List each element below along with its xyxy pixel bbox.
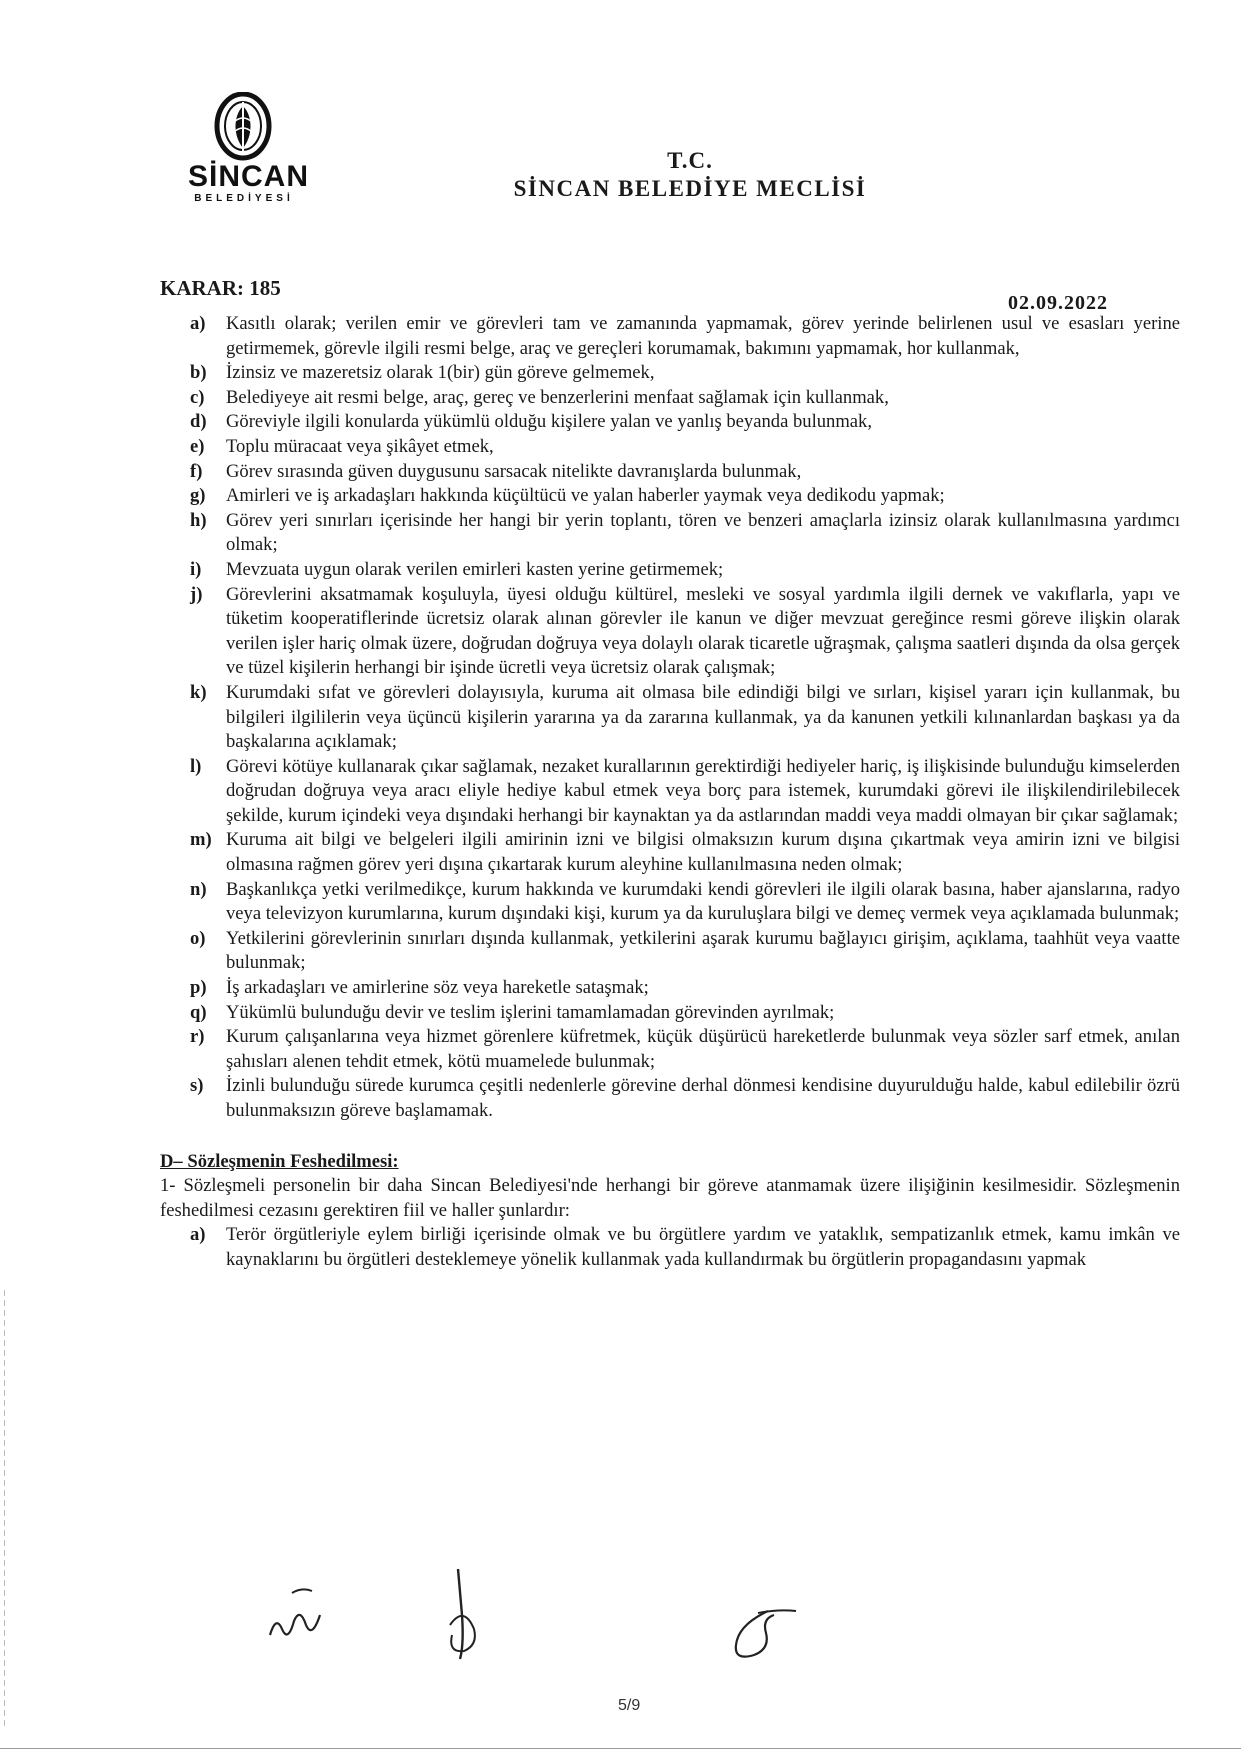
item-text: Görev sırasında güven duygusunu sarsacak nitelikte davranışlarda bulunmak,: [226, 460, 802, 482]
list-item: [160, 312, 1180, 361]
list-item: [160, 1223, 1180, 1272]
item-label: g): [190, 485, 206, 507]
list-item: [160, 410, 1180, 435]
list-item: [160, 509, 1180, 558]
item-label: d): [190, 411, 207, 433]
item-label: m): [190, 829, 212, 851]
item-text: Başkanlıkça yetki verilmedikçe, kurum hakkında ve kurumdaki kendi görevleri ile ilgili olarak basına, haber ajanslarına, radyo veya televizyon kurumlarına, kurum dışındaki kişi, kurum ya da kuruluşlara bilgi ve demeç vermek veya açıklamada bulunmak;: [226, 878, 1180, 925]
decision-date: 02.09.2022: [1008, 292, 1108, 314]
decision-number: KARAR: 185: [160, 276, 281, 300]
list-item: [160, 361, 1180, 386]
item-label: j): [190, 583, 203, 605]
document-body: [160, 312, 1180, 1273]
item-label: l): [190, 755, 202, 777]
item-text: İzinsiz ve mazeretsiz olarak 1(bir) gün göreve gelmemek,: [226, 362, 655, 384]
list-item: [160, 558, 1180, 583]
item-text: Mevzuata uygun olarak verilen emirleri kasten yerine getirmemek;: [226, 558, 724, 580]
item-label: i): [190, 558, 202, 580]
list-item: [160, 583, 1180, 681]
list-item: [160, 976, 1180, 1001]
signature-3: [718, 1605, 808, 1665]
item-label: a): [190, 313, 206, 334]
item-text: İş arkadaşları ve amirlerine söz veya hareketle sataşmak;: [226, 977, 649, 999]
list-item: [160, 460, 1180, 485]
item-label: a): [190, 1224, 206, 1246]
list-item: [160, 484, 1180, 509]
list-item: [160, 828, 1180, 877]
item-label: b): [190, 362, 207, 384]
list-item: [160, 681, 1180, 755]
item-label: c): [190, 386, 205, 408]
scan-margin-line: [4, 1290, 5, 1730]
item-text: Kurumdaki sıfat ve görevleri dolayısıyla, kuruma ait olmasa bile edindiği bilgi ve sırları, kişisel yararı için kullanmak, bu bilgileri ilgililerin veya üçüncü kişilerin yararına ya da zararına kullanmak, ya da kanunen yetkili kılınanlardan başkası ya da başkalarına açıklamak;: [226, 681, 1180, 753]
item-label: o): [190, 927, 206, 949]
item-text: Yetkilerini görevlerinin sınırları dışında kullanmak, yetkilerini aşarak kurumu bağlayıcı girişim, açıklama, taahhüt veya vaatte bulunmak;: [226, 927, 1180, 974]
item-text: Terör örgütleriyle eylem birliği içerisinde olmak ve bu örgütlere yardım ve yataklık, sempatizanlık etmek, kamu imkân ve kaynaklarını bu örgütleri desteklemeye yönelik kullanmak yada kullandırmak bu örgütlerin propagandasını yapmak: [226, 1224, 1180, 1270]
item-text: Göreviyle ilgili konularda yükümlü olduğu kişilere yalan ve yanlış beyanda bulunmak,: [226, 411, 872, 433]
item-label: s): [190, 1075, 204, 1097]
item-text: Kurum çalışanlarına veya hizmet görenlere küfretmek, küçük düşürücü hareketlerde bulunmak veya sözler sarf etmek, anılan şahısları alenen tehdit etmek, kötü muamelede bulunmak;: [226, 1026, 1180, 1072]
item-label: p): [190, 977, 207, 999]
item-label: h): [190, 509, 207, 531]
list-item: [160, 755, 1180, 829]
header-council-name: SİNCAN BELEDİYE MECLİSİ: [513, 176, 867, 201]
municipality-logo: [188, 92, 310, 214]
item-text: Toplu müracaat veya şikâyet etmek,: [226, 435, 494, 457]
item-text: Görevlerini aksatmamak koşuluyla, üyesi olduğu kültürel, mesleki ve sosyal yardımla ilgili dernek ve vakıflarla, yapı ve tüketim kooperatiflerinde ücretsiz olarak alınan görevler ile kanun ve diğer mevzuat gereğince resmi göreve ilişkin olarak verilen işler hariç olmak üzere, doğrudan doğruya veya dolaylı olarak ticaretle uğraşmak, çalışma saatleri dışında da olsa gerçek ve tüzel kişilerin herhangi bir işinde ücretli veya ücretsiz olarak çalışmak;: [226, 583, 1180, 679]
item-text: Kasıtlı olarak; verilen emir ve görevleri tam ve zamanında yapmamak, görev yerinde belirlenen usul ve esasları yerine getirmemek, görevle ilgili resmi belge, araç ve gereçleri korumamak, bakımını yapmamak, hor kullanmak,: [226, 313, 1180, 359]
list-item: [160, 1001, 1180, 1026]
section-title: D– Sözleşmenin Feshedilmesi:: [160, 1150, 399, 1172]
item-label: f): [190, 460, 203, 482]
list-item: [160, 878, 1180, 927]
item-text: Görevi kötüye kullanarak çıkar sağlamak, nezaket kurallarının gerektirdiği hediyeler hariç, iş ilişkisinde bulunduğu kimselerden doğrudan doğruya veya aracı eliyle hediye kabul etmek veya borç para istemek, kurumdaki görevi ile ilişkilendirilebilecek şekilde, kurum içindeki veya dışındaki herhangi bir kaynaktan ya da astlarından maddi veya maddi olmayan bir çıkar sağlamak;: [226, 755, 1180, 826]
item-text: Belediyeye ait resmi belge, araç, gereç ve benzerlerini menfaat sağlamak için kullanmak,: [226, 386, 889, 408]
section-paragraph: 1- Sözleşmeli personelin bir daha Sincan Belediyesi'nde herhangi bir göreve atanmamak üzere ilişiğinin kesilmesidir. Sözleşmenin feshedilmesi cezasını gerektiren fiil ve haller şunlardır:: [160, 1175, 1180, 1221]
logo-subtitle: BELEDİYESİ: [194, 193, 294, 204]
logo-emblem-icon: [214, 92, 272, 162]
item-text: Kuruma ait bilgi ve belgeleri ilgili amirinin izni ve bilgisi olmaksızın kurum dışına çıkartmak veya amirin izni ve bilgisi olmasına rağmen görev yeri dışına çıkartarak kurum aleyhine kullanılmasına neden olmak;: [226, 829, 1180, 876]
item-text: Yükümlü bulunduğu devir ve teslim işlerini tamamlamadan görevinden ayrılmak;: [226, 1001, 835, 1023]
list-item: [160, 435, 1180, 460]
header-country: T.C.: [667, 148, 713, 173]
item-label: r): [190, 1026, 205, 1048]
item-label: e): [190, 435, 205, 457]
page-number: 5/9: [618, 1697, 641, 1714]
item-text: Amirleri ve iş arkadaşları hakkında küçültücü ve yalan haberler yaymak veya dedikodu yapmak;: [226, 485, 945, 507]
item-label: k): [190, 681, 207, 703]
signature-2: [430, 1565, 490, 1665]
item-label: q): [190, 1001, 207, 1023]
list-item: [160, 1074, 1180, 1123]
list-item: [160, 1025, 1180, 1074]
item-label: n): [190, 878, 207, 900]
signature-1: [262, 1585, 342, 1645]
item-text: İzinli bulunduğu sürede kurumca çeşitli nedenlerle görevine derhal dönmesi kendisine duyurulduğu halde, kabul edilebilir özrü bulunmaksızın göreve başlamamak.: [226, 1075, 1180, 1121]
item-text: Görev yeri sınırları içerisinde her hangi bir yerin toplantı, tören ve benzeri amaçlarla izinsiz olarak kullanılmasına yardımcı olmak;: [226, 509, 1180, 556]
logo-wordmark: SİNCAN: [188, 160, 310, 193]
list-item: [160, 927, 1180, 976]
page-bottom-border: [0, 1748, 1241, 1749]
list-item: [160, 386, 1180, 411]
